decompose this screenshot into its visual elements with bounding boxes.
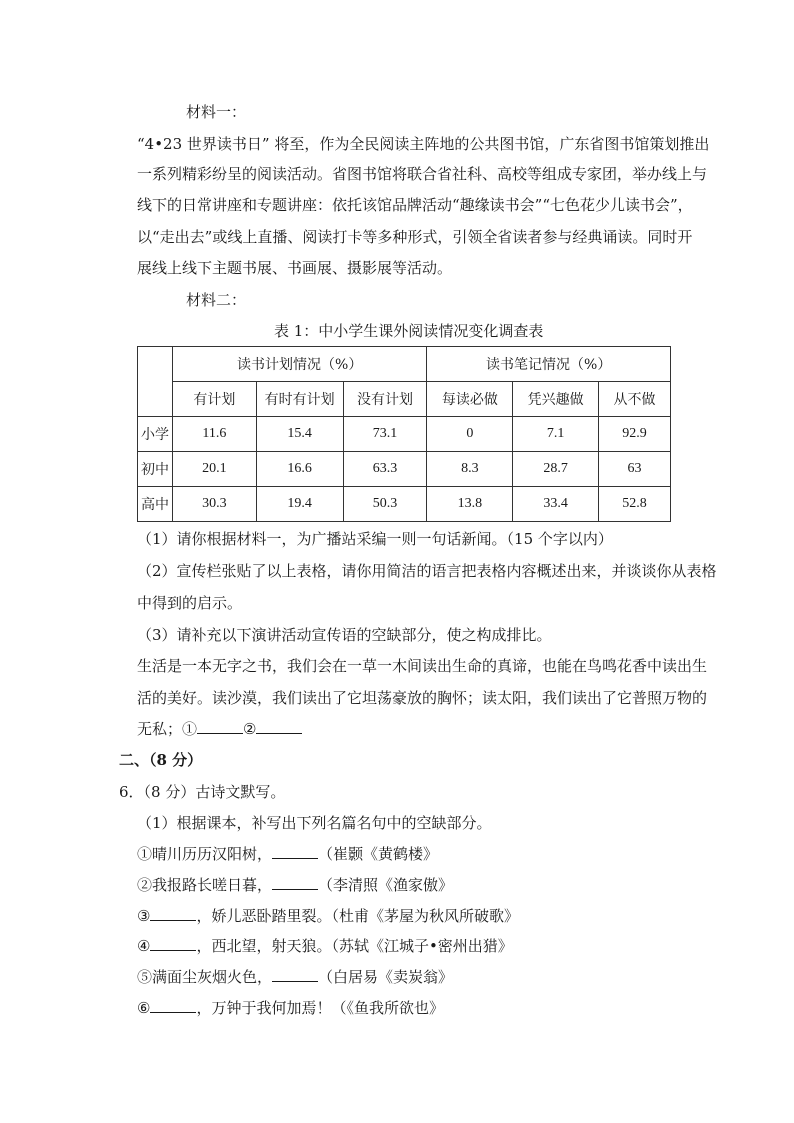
poem-item xyxy=(137,966,453,988)
row-label: 小学 xyxy=(138,417,173,452)
table-cell: 16.6 xyxy=(256,452,343,487)
answer-blank[interactable] xyxy=(150,997,196,1013)
row-label: 高中 xyxy=(138,487,173,522)
table-cell: 11.6 xyxy=(172,417,256,452)
material1-line: 一系列精彩纷呈的阅读活动。省图书馆将联合省社科、高校等组成专家团，举办线上与 xyxy=(137,165,708,183)
material1-heading: 材料一： xyxy=(186,103,247,121)
answer-blank[interactable] xyxy=(272,874,318,890)
table-cell: 19.4 xyxy=(256,487,343,522)
question-1: （1）请你根据材料一，为广播站采编一则一句话新闻。（15 个字以内） xyxy=(137,530,613,548)
material1-line: “4•23 世界读书日” 将至，作为全民阅读主阵地的公共图书馆，广东省图书馆策划推出 xyxy=(137,135,710,153)
table-row xyxy=(138,487,671,522)
question-2-line: 中得到的启示。 xyxy=(137,594,243,612)
table-cell: 15.4 xyxy=(256,417,343,452)
table-cell: 63.3 xyxy=(343,452,427,487)
group-header-reading-plan: 读书计划情况（%） xyxy=(172,347,426,382)
item-source: （李清照《渔家傲》 xyxy=(318,876,454,894)
table-cell: 13.8 xyxy=(427,487,513,522)
blank-marker: ① xyxy=(182,720,198,738)
table-cell: 33.4 xyxy=(513,487,599,522)
table-cell: 63 xyxy=(599,452,671,487)
item-source: ，娇儿恶卧踏里裂。（杜甫《茅屋为秋风所破歌》 xyxy=(196,907,519,925)
question-3: （3）请补充以下演讲活动宣传语的空缺部分，使之构成排比。 xyxy=(137,626,552,644)
item-text: 晴川历历汉阳树， xyxy=(152,845,273,863)
item-source: ，西北望，射天狼。（苏轼《江城子•密州出猎》 xyxy=(196,937,513,955)
item-source: ，万钟于我何加焉！（《鱼我所欲也》 xyxy=(196,999,444,1017)
column-header: 凭兴趣做 xyxy=(513,382,599,417)
item-text: 我报路长嗟日暮， xyxy=(152,876,273,894)
item-number: ② xyxy=(137,876,153,894)
question-6-sub1: （1）根据课本，补写出下列名篇名句中的空缺部分。 xyxy=(137,814,492,832)
item-text: 满面尘灰烟火色， xyxy=(152,968,273,986)
item-number: ⑥ xyxy=(137,999,151,1017)
table-cell: 20.1 xyxy=(172,452,256,487)
answer-blank[interactable] xyxy=(150,935,196,951)
poem-item xyxy=(137,935,513,957)
table-cell: 30.3 xyxy=(172,487,256,522)
question-3-text-line: 活的美好。读沙漠，我们读出了它坦荡豪放的胸怀；读太阳，我们读出了它普照万物的 xyxy=(137,689,708,707)
column-header: 有计划 xyxy=(172,382,256,417)
survey-table xyxy=(137,346,671,522)
answer-blank[interactable] xyxy=(272,843,318,859)
material1-line: 以“走出去”或线上直播、阅读打卡等多种形式，引领全省读者参与经典诵读。同时开 xyxy=(137,228,693,246)
table-cell: 7.1 xyxy=(513,417,599,452)
table-cell: 28.7 xyxy=(513,452,599,487)
table-cell: 50.3 xyxy=(343,487,427,522)
row-label: 初中 xyxy=(138,452,173,487)
poem-item xyxy=(137,905,519,927)
item-number: ④ xyxy=(137,937,151,955)
answer-blank[interactable] xyxy=(197,718,243,734)
material2-heading: 材料二： xyxy=(186,291,247,309)
group-header-reading-notes: 读书笔记情况（%） xyxy=(427,347,671,382)
column-header: 从不做 xyxy=(599,382,671,417)
table-corner-cell xyxy=(138,347,173,417)
column-header: 没有计划 xyxy=(343,382,427,417)
question-2-line: （2）宣传栏张贴了以上表格，请你用简洁的语言把表格内容概述出来，并谈谈你从表格 xyxy=(137,562,717,580)
table-cell: 92.9 xyxy=(599,417,671,452)
table-cell: 0 xyxy=(427,417,513,452)
question-3-text-line xyxy=(137,718,302,740)
table-cell: 52.8 xyxy=(599,487,671,522)
question-3-prefix: 无私； xyxy=(137,720,183,738)
item-source: （崔颢《黄鹤楼》 xyxy=(318,845,439,863)
question-6-title: 6．（8 分）古诗文默写。 xyxy=(119,783,286,801)
column-header: 每读必做 xyxy=(427,382,513,417)
table-caption: 表 1：中小学生课外阅读情况变化调查表 xyxy=(274,322,544,340)
poem-item xyxy=(137,874,453,896)
answer-blank[interactable] xyxy=(256,718,302,734)
table-subheader-row xyxy=(138,382,671,417)
material1-line: 线下的日常讲座和专题讲座：依托该馆品牌活动“趣缘读书会”“七色花少儿读书会”， xyxy=(137,196,693,214)
table-row xyxy=(138,452,671,487)
column-header: 有时有计划 xyxy=(256,382,343,417)
item-number: ① xyxy=(137,845,153,863)
material1-line: 展线上线下主题书展、书画展、摄影展等活动。 xyxy=(137,259,453,277)
answer-blank[interactable] xyxy=(272,966,318,982)
section-2-title: 二、（8 分） xyxy=(119,751,203,769)
item-number: ③ xyxy=(137,907,151,925)
table-cell: 73.1 xyxy=(343,417,427,452)
question-3-text-line: 生活是一本无字之书，我们会在一草一木间读出生命的真谛，也能在鸟鸣花香中读出生 xyxy=(137,657,708,675)
table-cell: 8.3 xyxy=(427,452,513,487)
blank-marker: ② xyxy=(243,720,257,738)
poem-item xyxy=(137,843,438,865)
item-source: （白居易《卖炭翁》 xyxy=(318,968,454,986)
table-header-row xyxy=(138,347,671,382)
answer-blank[interactable] xyxy=(150,905,196,921)
poem-item xyxy=(137,997,444,1019)
item-number: ⑤ xyxy=(137,968,153,986)
table-row xyxy=(138,417,671,452)
